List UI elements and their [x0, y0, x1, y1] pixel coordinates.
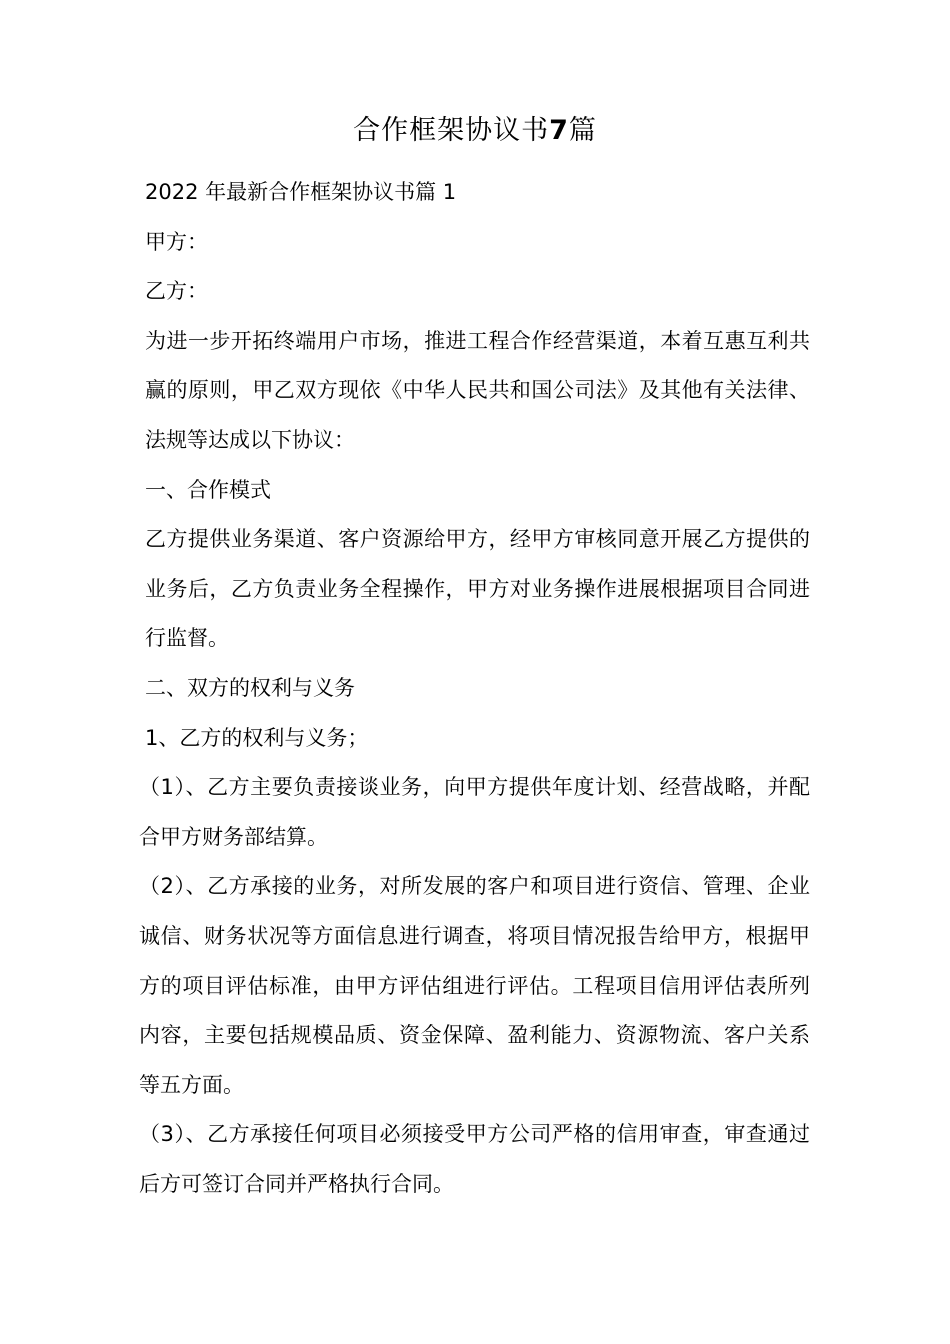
section-heading-article-1: 2022 年最新合作框架协议书篇 1: [145, 180, 457, 204]
document-title: [0, 111, 950, 151]
preamble-paragraph: 为进一步开拓终端用户市场，推进工程合作经营渠道，本着互惠互利共赢的原则，甲乙双方现依《中华人民共和国公司法》及其他有关法律、法规等达成以下协议：: [145, 328, 810, 452]
party-a-line: 甲方：: [145, 229, 208, 254]
cooperation-mode-paragraph: 乙方提供业务渠道、客户资源给甲方，经甲方审核同意开展乙方提供的业务后，乙方负责业务全程操作，甲方对业务操作进展根据项目合同进行监督。: [145, 527, 810, 651]
subheading-party-b-rights: 1、乙方的权利与义务；: [145, 725, 369, 750]
title-main: 合作框架协议书: [353, 115, 550, 146]
heading-rights-obligations: 二、双方的权利与义务: [145, 675, 355, 700]
title-number: 7: [549, 115, 569, 146]
title-suffix: 篇: [568, 115, 597, 146]
party-b-line: 乙方：: [145, 279, 208, 304]
clause-2: （2）、乙方承接的业务，对所发展的客户和项目进行资信、管理、企业诚信、财务状况等方面信息进行调查，将项目情况报告给甲方，根据甲方的项目评估标准，由甲方评估组进行评估。工程项目信用评估表所列内容，主要包括规模品质、资金保障、盈利能力、资源物流、客户关系等五方面。: [139, 874, 810, 1097]
heading-cooperation-mode: 一、合作模式: [145, 477, 271, 502]
clause-3: （3）、乙方承接任何项目必须接受甲方公司严格的信用审查，审查通过后方可签订合同并严格执行合同。: [139, 1122, 810, 1196]
document-body: [139, 168, 810, 1209]
clause-1: （1）、乙方主要负责接谈业务，向甲方提供年度计划、经营战略，并配合甲方财务部结算。: [139, 775, 810, 849]
